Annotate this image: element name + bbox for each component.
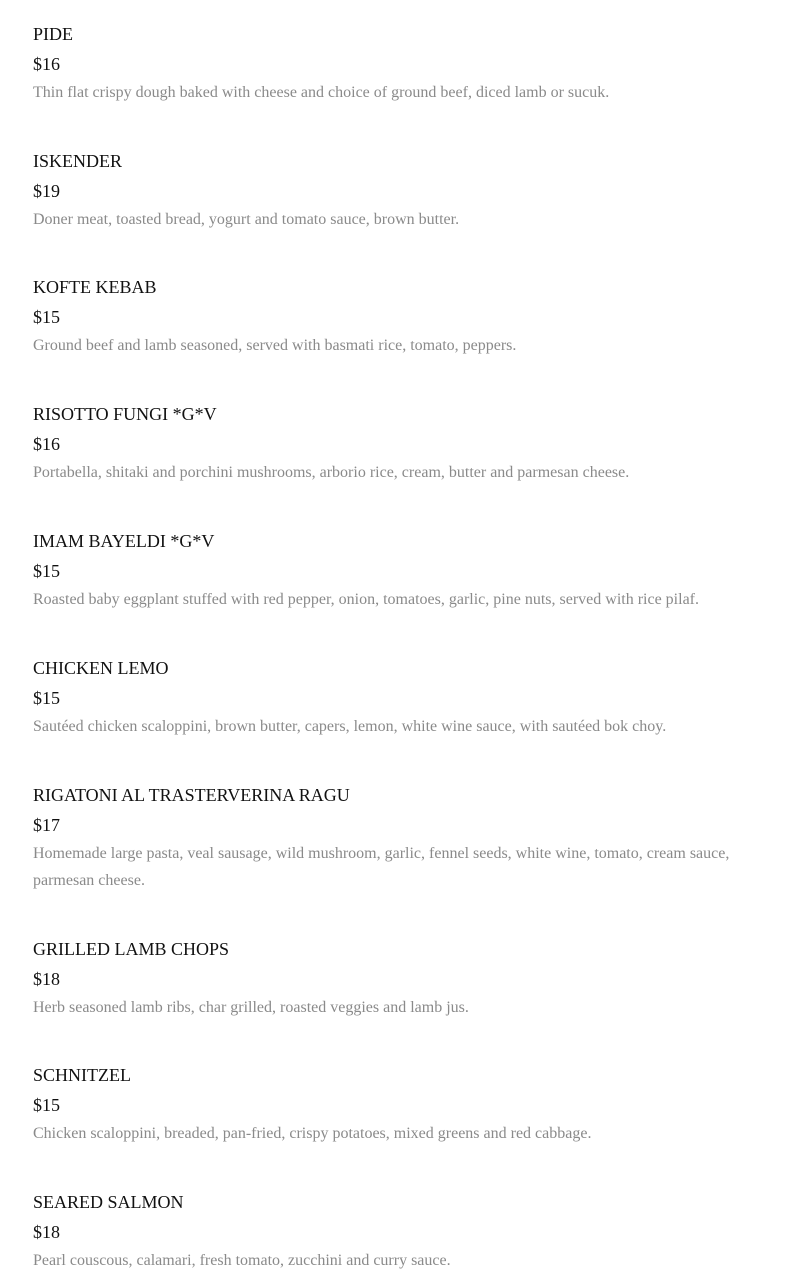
menu-item-name: SEARED SALMON xyxy=(33,1192,184,1212)
menu-item-description: Homemade large pasta, veal sausage, wild mushroom, garlic, fennel seeds, white wine, tomato, cream sauce, parmesan cheese. xyxy=(33,845,730,889)
menu-item-name: KOFTE KEBAB xyxy=(33,277,157,297)
menu-item-kofte-kebab xyxy=(33,276,748,359)
menu-item-chicken-lemo xyxy=(33,657,748,740)
menu-item-description: Pearl couscous, calamari, fresh tomato, zucchini and curry sauce. xyxy=(33,1252,451,1269)
menu-item-description: Thin flat crispy dough baked with cheese and choice of ground beef, diced lamb or sucuk. xyxy=(33,84,610,101)
menu-item-pide xyxy=(33,23,748,106)
menu-item-name: SCHNITZEL xyxy=(33,1065,131,1085)
menu-item-description: Herb seasoned lamb ribs, char grilled, roasted veggies and lamb jus. xyxy=(33,999,469,1016)
menu-item-name: RIGATONI AL TRASTERVERINA RAGU xyxy=(33,785,350,805)
menu-item-name: IMAM BAYELDI *G*V xyxy=(33,531,215,551)
menu-item-price: $16 xyxy=(33,54,60,74)
menu-item-description: Chicken scaloppini, breaded, pan-fried, crispy potatoes, mixed greens and red cabbage. xyxy=(33,1125,592,1142)
menu-item-price: $15 xyxy=(33,561,60,581)
menu-item-price: $15 xyxy=(33,307,60,327)
menu-item-name: ISKENDER xyxy=(33,151,122,171)
menu-item-price: $16 xyxy=(33,434,60,454)
menu-item-price: $17 xyxy=(33,815,60,835)
menu-item-imam-bayeldi xyxy=(33,530,748,613)
menu-item-seared-salmon xyxy=(33,1191,748,1274)
menu-item-description: Portabella, shitaki and porchini mushrooms, arborio rice, cream, butter and parmesan cheese. xyxy=(33,464,630,481)
menu-item-name: CHICKEN LEMO xyxy=(33,658,169,678)
menu-item-price: $18 xyxy=(33,1222,60,1242)
menu-item-name: GRILLED LAMB CHOPS xyxy=(33,939,230,959)
menu-item-price: $18 xyxy=(33,969,60,989)
menu-item-name: PIDE xyxy=(33,24,73,44)
menu-item-description: Ground beef and lamb seasoned, served with basmati rice, tomato, peppers. xyxy=(33,337,517,354)
menu-item-name: RISOTTO FUNGI *G*V xyxy=(33,404,217,424)
menu-item-price: $19 xyxy=(33,181,60,201)
menu-item-grilled-lamb-chops xyxy=(33,938,748,1021)
menu-item-schnitzel xyxy=(33,1064,748,1147)
menu-item-price: $15 xyxy=(33,1095,60,1115)
menu-item-price: $15 xyxy=(33,688,60,708)
menu-item-rigatoni xyxy=(33,784,748,894)
menu-item-description: Roasted baby eggplant stuffed with red pepper, onion, tomatoes, garlic, pine nuts, served with rice pilaf. xyxy=(33,591,699,608)
menu-item-iskender xyxy=(33,150,748,233)
menu-item-risotto-fungi xyxy=(33,403,748,486)
menu-item-description: Sautéed chicken scaloppini, brown butter, capers, lemon, white wine sauce, with sautéed bok choy. xyxy=(33,718,667,735)
menu-item-description: Doner meat, toasted bread, yogurt and tomato sauce, brown butter. xyxy=(33,211,460,228)
